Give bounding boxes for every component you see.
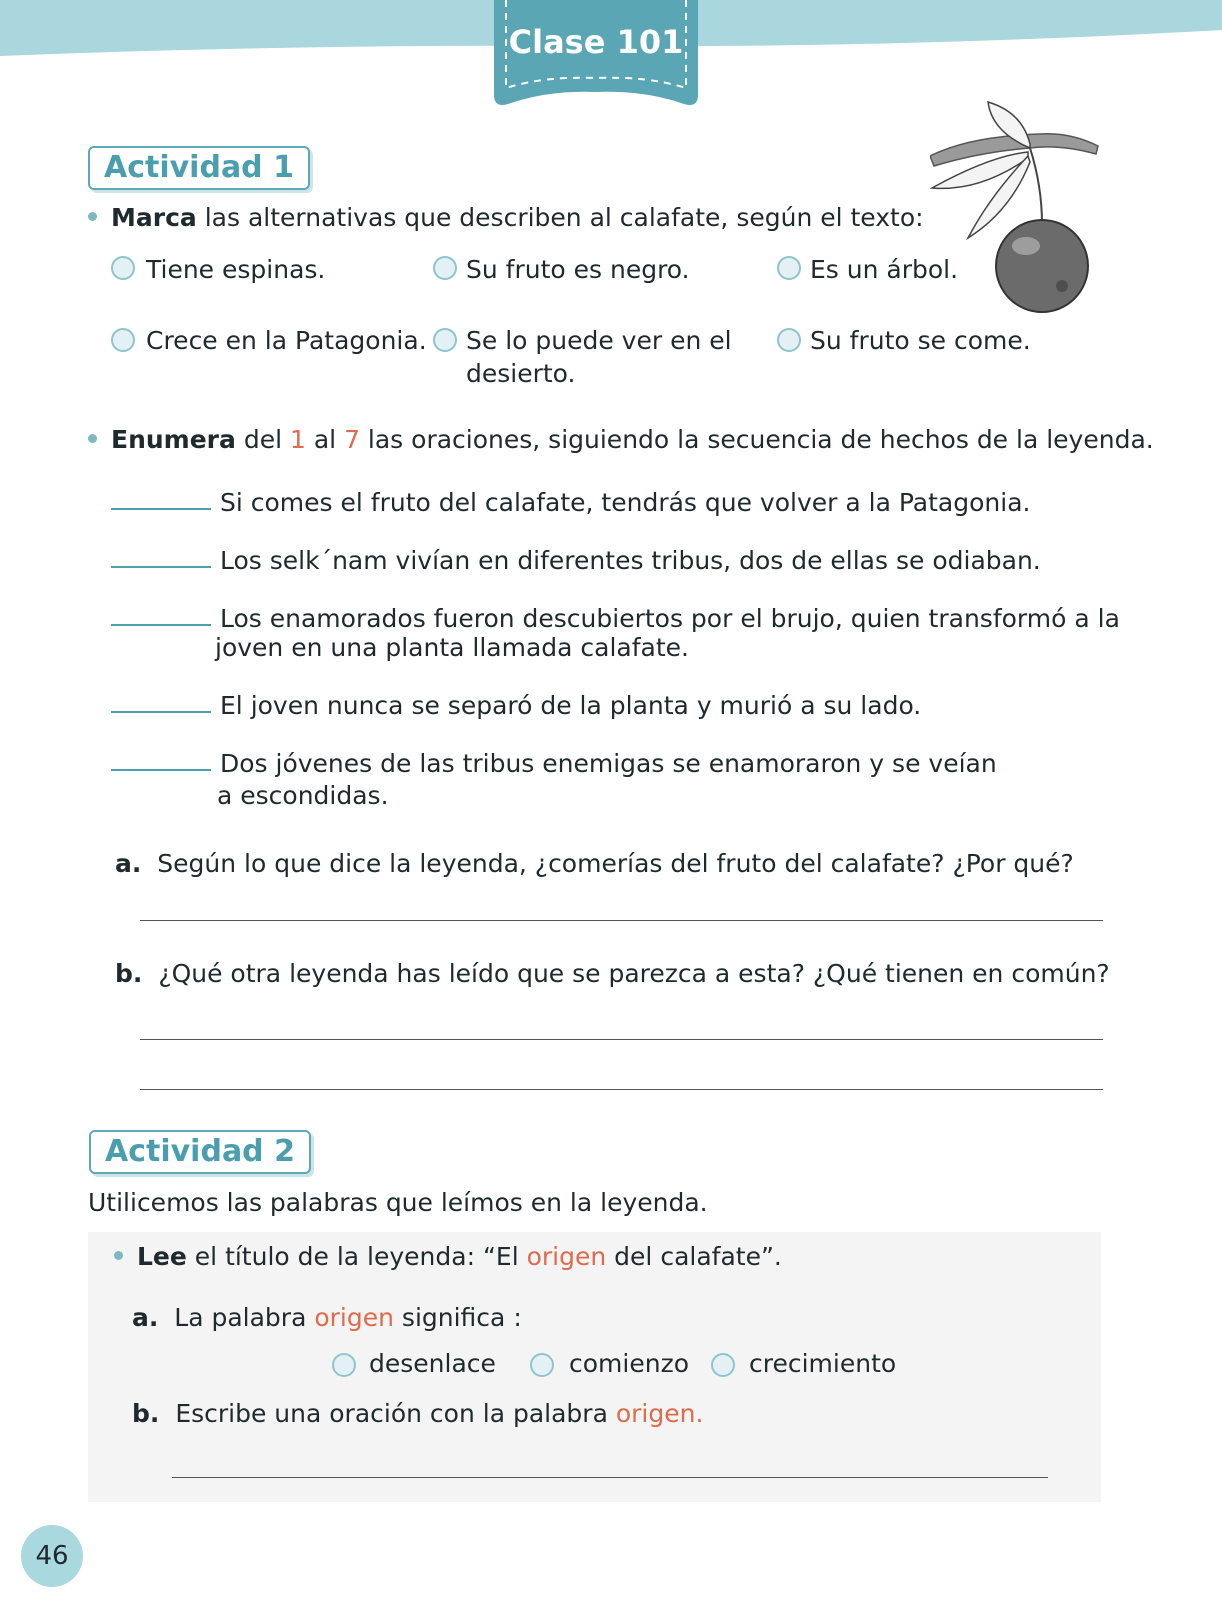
option-desierto-line1: Se lo puede ver en el: [466, 326, 732, 355]
activity1-question-b: b. ¿Qué otra leyenda has leído que se parezca a esta? ¿Qué tienen en común?: [115, 959, 1110, 988]
option-crecimiento: crecimiento: [749, 1349, 897, 1378]
bullet-icon: [88, 212, 97, 221]
option-comienzo: comienzo: [569, 1349, 689, 1378]
calafate-illustration: [930, 96, 1100, 322]
option-patagonia: Crece en la Patagonia.: [146, 326, 427, 355]
page-number-badge: [21, 1525, 83, 1587]
sentence-3-line1: Los enamorados fueron descubiertos por el brujo, quien transformó a la: [220, 604, 1120, 633]
number-blank-5[interactable]: [111, 769, 211, 771]
activity2-title: Actividad 2: [89, 1130, 311, 1174]
option-desierto-line2: desierto.: [466, 359, 576, 388]
activity2-question-a: a. La palabra origen significa :: [132, 1303, 522, 1332]
option-fruto-negro: Su fruto es negro.: [466, 255, 690, 284]
option-radio-es-arbol[interactable]: [777, 256, 801, 280]
option-radio-fruto-negro[interactable]: [433, 256, 457, 280]
answer-line-activity2[interactable]: [172, 1477, 1048, 1478]
answer-line-b2[interactable]: [140, 1089, 1103, 1090]
activity1-instruction-enumera: Enumera del 1 al 7 las oraciones, siguiendo la secuencia de hechos de la leyenda.: [88, 424, 1154, 456]
number-blank-2[interactable]: [111, 566, 211, 568]
sentence-5-line1: Dos jóvenes de las tribus enemigas se enamoraron y se veían: [220, 749, 997, 778]
bullet-icon: [114, 1251, 123, 1260]
option-radio-fruto-come[interactable]: [777, 328, 801, 352]
option-radio-desenlace[interactable]: [332, 1353, 356, 1377]
number-blank-3[interactable]: [111, 624, 211, 626]
activity1-title: Actividad 1: [88, 146, 310, 190]
sentence-3-line2: joven en una planta llamada calafate.: [215, 633, 689, 662]
option-radio-desierto[interactable]: [433, 328, 457, 352]
answer-line-a[interactable]: [140, 920, 1103, 921]
activity2-instruction: Lee el título de la leyenda: “El origen del calafate”.: [114, 1241, 782, 1273]
class-tab: [494, 0, 698, 112]
option-radio-tiene-espinas[interactable]: [111, 256, 135, 280]
option-fruto-come: Su fruto se come.: [810, 326, 1031, 355]
option-radio-patagonia[interactable]: [111, 328, 135, 352]
answer-line-b1[interactable]: [140, 1039, 1103, 1040]
sentence-4: El joven nunca se separó de la planta y murió a su lado.: [220, 691, 922, 720]
activity2-intro: Utilicemos las palabras que leímos en la leyenda.: [88, 1188, 708, 1217]
option-radio-comienzo[interactable]: [530, 1353, 554, 1377]
sentence-2: Los selk´nam vivían en diferentes tribus, dos de ellas se odiaban.: [220, 546, 1041, 575]
option-desenlace: desenlace: [369, 1349, 496, 1378]
option-es-arbol: Es un árbol.: [810, 255, 959, 284]
page-number: 46: [35, 1541, 69, 1571]
option-tiene-espinas: Tiene espinas.: [146, 255, 326, 284]
class-label: Clase 101: [508, 23, 684, 61]
option-radio-crecimiento[interactable]: [711, 1353, 735, 1377]
bullet-icon: [88, 434, 97, 443]
number-blank-4[interactable]: [111, 711, 211, 713]
activity1-instruction-marca: Marca las alternativas que describen al calafate, según el texto:: [88, 202, 924, 234]
activity1-question-a: a. Según lo que dice la leyenda, ¿comerías del fruto del calafate? ¿Por qué?: [115, 849, 1074, 878]
sentence-5-line2: a escondidas.: [217, 781, 389, 810]
sentence-1: Si comes el fruto del calafate, tendrás que volver a la Patagonia.: [220, 488, 1031, 517]
activity2-question-b: b. Escribe una oración con la palabra origen.: [132, 1399, 704, 1428]
activity2-box: [88, 1232, 1101, 1502]
number-blank-1[interactable]: [111, 508, 211, 510]
